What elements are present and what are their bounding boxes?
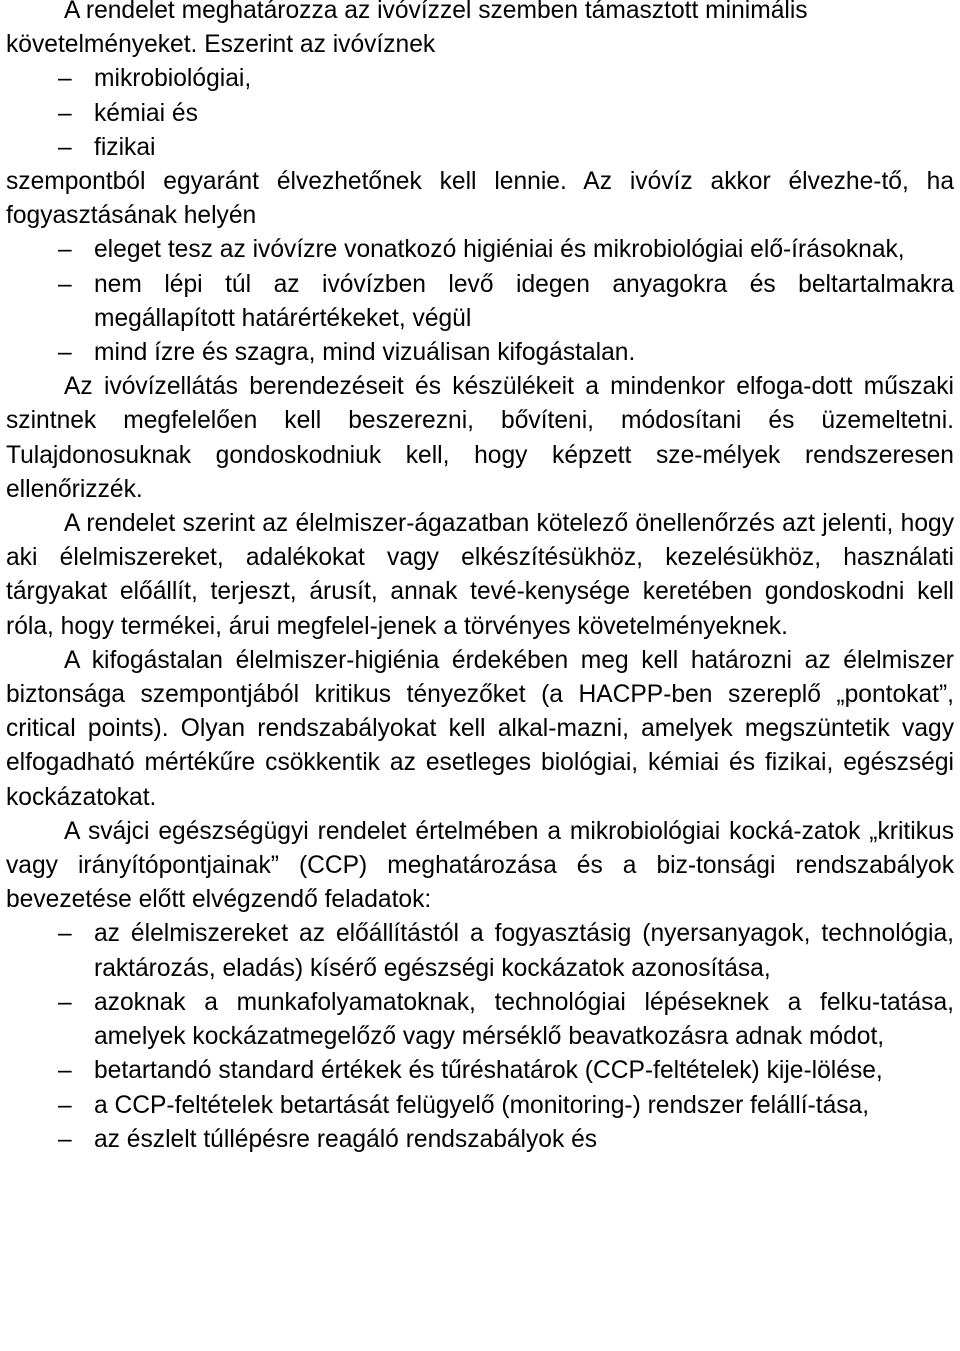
list-item bbox=[6, 1089, 954, 1123]
paragraph: szempontból egyaránt élvezhetőnek kell lennie. Az ivóvíz akkor élvezhe-tő, ha fogyasztásának helyén bbox=[6, 168, 954, 230]
list-item bbox=[6, 1123, 954, 1157]
list-item-text: a CCP-feltételek betartását felügyelő (monitoring-) rendszer felállí-tása, bbox=[94, 1091, 870, 1119]
list-item-text: mind ízre és szagra, mind vizuálisan kifogástalan. bbox=[94, 339, 636, 367]
list-item bbox=[6, 62, 954, 96]
paragraph: A kifogástalan élelmiszer-higiénia érdekében meg kell határozni az élelmiszer biztonsága szempontjából kritikus tényezőket (a HACPP-ben szereplő „pontokat”, critical points). Olyan rendszabályokat kell alkal-mazni, amelyek megszüntetik vagy elfogadható mértékűre csökkentik az esetleges biológiai, kémiai és fizikai, egészségi kockázatokat. bbox=[6, 646, 954, 811]
dash-bullet: – bbox=[58, 920, 72, 948]
list-item-text: mikrobiológiai, bbox=[94, 65, 252, 93]
list-item bbox=[6, 336, 954, 370]
list-item bbox=[6, 917, 954, 985]
dash-bullet: – bbox=[58, 65, 72, 93]
list-item-text: azoknak a munkafolyamatoknak, technológiai lépéseknek a felku-tatása, amelyek kockázatmegelőző vagy mérséklő beavatkozásra adnak módot, bbox=[94, 988, 954, 1051]
paragraph: A svájci egészségügyi rendelet értelmében a mikrobiológiai kocká-zatok „kritikus vagy irányítópontjainak” (CCP) meghatározása és a biz-tonsági rendszabályok bevezetése előtt elvégzendő feladatok: bbox=[6, 817, 954, 914]
list-item bbox=[6, 1054, 954, 1088]
list-item-text: nem lépi túl az ivóvízben levő idegen anyagokra és beltartalmakra megállapított határértékeket, végül bbox=[94, 270, 954, 332]
list-item-text: fizikai bbox=[94, 133, 156, 161]
paragraph: A rendelet meghatározza az ivóvízzel szemben támasztott minimális követelményeket. Eszerint az ivóvíznek bbox=[6, 0, 808, 59]
list-item bbox=[6, 233, 954, 267]
paragraph: Az ivóvízellátás berendezéseit és készülékeit a mindenkor elfoga-dott műszaki szintnek megfelelően kell beszerezni, bővíteni, módosítani és üzemeltetni. Tulajdonosuknak gondoskodniuk kell, hogy képzett sze-mélyek rendszeresen ellenőrizzék. bbox=[6, 373, 954, 503]
dash-bullet: – bbox=[58, 1057, 72, 1085]
dash-list bbox=[6, 233, 954, 370]
paragraph: A rendelet szerint az élelmiszer-ágazatban kötelező önellenőrzés azt jelenti, hogy aki élelmiszereket, adalékokat vagy elkészítésükhöz, kezelésükhöz, használati tárgyakat előállít, terjeszt, árusít, annak tevé-kenysége keretében gondoskodni kell róla, hogy termékei, árui megfelel-jenek a törvényes követelményeknek. bbox=[6, 510, 954, 640]
dash-bullet: – bbox=[58, 133, 72, 161]
document-page bbox=[6, 0, 954, 1157]
dash-bullet: – bbox=[58, 988, 72, 1016]
list-item-text: betartandó standard értékek és tűréshatárok (CCP-feltételek) kije-lölése, bbox=[94, 1057, 883, 1085]
list-item bbox=[6, 97, 954, 131]
dash-list bbox=[6, 62, 954, 165]
dash-bullet: – bbox=[58, 1125, 72, 1153]
dash-list bbox=[6, 917, 954, 1156]
list-item-text: az észlelt túllépésre reagáló rendszabályok és bbox=[94, 1125, 598, 1153]
list-item-text: eleget tesz az ivóvízre vonatkozó higiéniai és mikrobiológiai elő-írásoknak, bbox=[94, 236, 905, 264]
dash-bullet: – bbox=[58, 1091, 72, 1119]
list-item bbox=[6, 131, 954, 165]
list-item-text: kémiai és bbox=[94, 99, 198, 127]
dash-bullet: – bbox=[58, 236, 72, 264]
dash-bullet: – bbox=[58, 339, 72, 367]
list-item bbox=[6, 268, 954, 336]
dash-bullet: – bbox=[58, 99, 72, 127]
dash-bullet: – bbox=[58, 270, 72, 298]
list-item-text: az élelmiszereket az előállítástól a fogyasztásig (nyersanyagok, technológia, raktározás, eladás) kísérő egészségi kockázatok azonosítása, bbox=[94, 920, 954, 982]
list-item bbox=[6, 986, 954, 1054]
